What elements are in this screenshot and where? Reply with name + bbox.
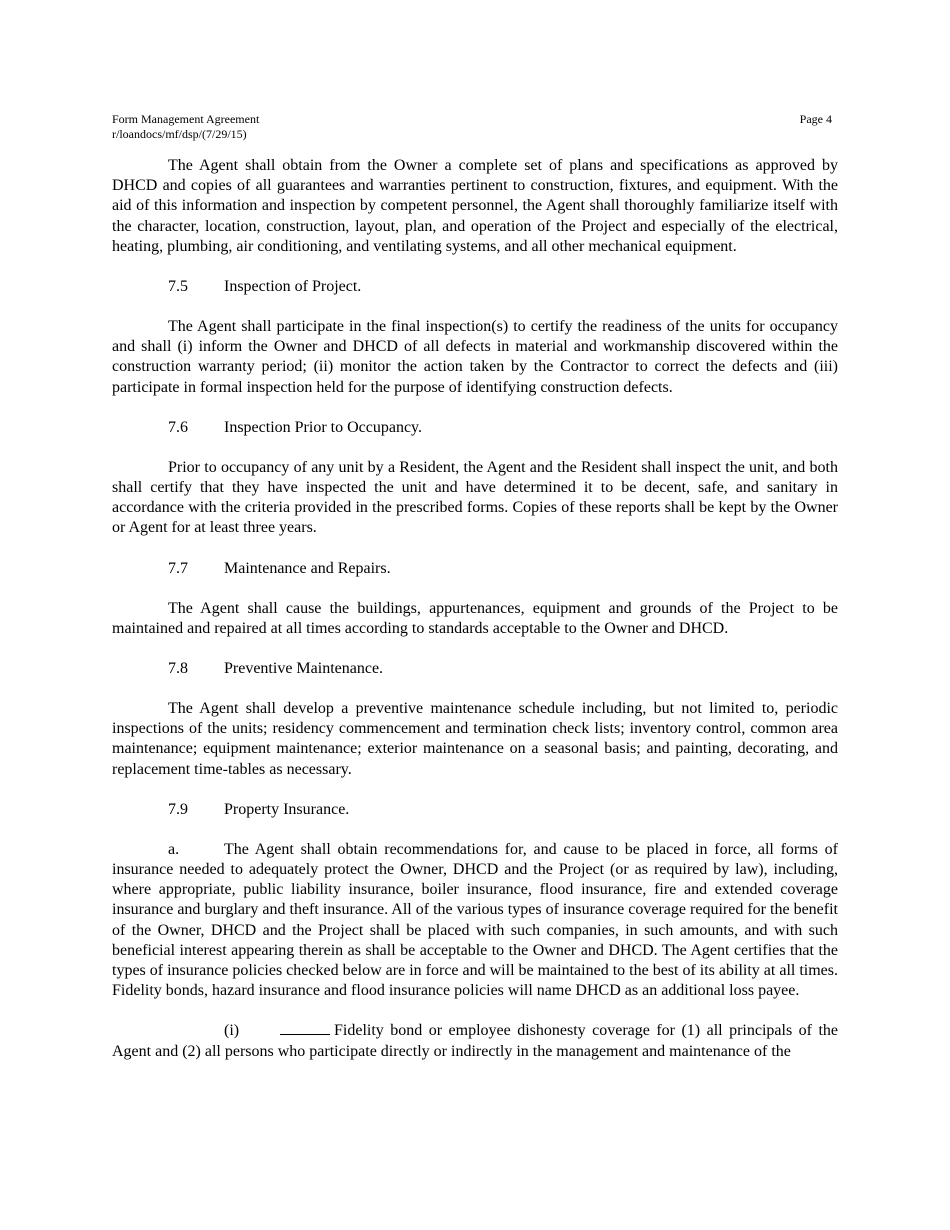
section-title: Inspection Prior to Occupancy. (224, 418, 423, 436)
intro-paragraph: The Agent shall obtain from the Owner a complete set of plans and specifications as approved by DHCD and copies of all guarantees and warranties pertinent to construction, fixtures, and equipment. With the aid of this information and inspection by competent personnel, the Agent shall thoroughly familiarize itself with the character, location, construction, layout, plan, and operation of the Project and especially of the electrical, heating, plumbing, air conditioning, and ventilating systems, and all other mechanical equipment. (112, 157, 838, 255)
section-number: 7.7 (168, 559, 188, 577)
section-heading-7-8 (112, 659, 838, 679)
section-body-7-6: Prior to occupancy of any unit by a Resident, the Agent and the Resident shall inspect the unit, and both shall certify that they have inspected the unit and have determined it to be decent, safe, and sanitary in accordance with the criteria provided in the prescribed forms. Copies of these reports shall be kept by the Owner or Agent for at least three years. (112, 458, 838, 537)
item-body: Fidelity bond or employee dishonesty coverage for (1) all principals of the Agent and (2) all persons who participate directly or indirectly in the management and maintenance of the (112, 1022, 838, 1060)
section-title: Maintenance and Repairs. (224, 559, 391, 577)
section-title: Inspection of Project. (224, 278, 362, 296)
section-heading-7-5 (112, 277, 838, 297)
checkbox-blank-line[interactable] (280, 1022, 330, 1035)
section-heading-7-9 (112, 800, 838, 820)
subsection-body: The Agent shall obtain recommendations for, and cause to be placed in force, all forms of insurance needed to adequately protect the Owner, DHCD and the Project (or as required by law), including, where appropriate, public liability insurance, boiler insurance, flood insurance, fire and extended coverage insurance and burglary and theft insurance. All of the various types of insurance coverage required for the benefit of the Owner, DHCD and the Project shall be placed with such companies, in such amounts, and with such beneficial interest appearing therein as shall be acceptable to the Owner and DHCD. The Agent certifies that the types of insurance policies checked below are in force and will be maintained to the best of its ability at all times. Fidelity bonds, hazard insurance and flood insurance policies will name DHCD as an additional loss payee. (112, 840, 838, 1000)
section-body-7-5: The Agent shall participate in the final inspection(s) to certify the readiness of the units for occupancy and shall (i) inform the Owner and DHCD of all defects in material and workmanship discovered within the construction warranty period; (ii) monitor the action taken by the Contractor to correct the defects and (iii) participate in formal inspection held for the purpose of identifying construction defects. (112, 318, 838, 396)
section-number: 7.6 (168, 418, 188, 436)
section-number: 7.8 (168, 660, 188, 678)
section-heading-7-6 (112, 418, 838, 438)
section-title: Preventive Maintenance. (224, 660, 384, 678)
item-label: (i) (224, 1022, 240, 1040)
document-page (112, 112, 838, 1062)
section-heading-7-7 (112, 559, 838, 579)
doc-reference: r/loandocs/mf/dsp/(7/29/15) (112, 127, 247, 141)
section-body-7-7: The Agent shall cause the buildings, appurtenances, equipment and grounds of the Project to be maintained and repaired at all times according to standards acceptable to the Owner and DHCD. (112, 599, 838, 637)
subsection-label: a. (168, 840, 180, 858)
page-header (112, 112, 838, 142)
section-body-7-8: The Agent shall develop a preventive maintenance schedule including, but not limited to, periodic inspections of the units; residency commencement and termination check lists; inventory control, common area maintenance; equipment maintenance; exterior maintenance on a seasonal basis; and painting, decorating, and replacement time-tables as necessary. (112, 700, 838, 778)
section-title: Property Insurance. (224, 800, 350, 818)
subsection-a (112, 840, 838, 1002)
item-i (112, 1021, 838, 1061)
section-number: 7.9 (168, 800, 188, 818)
page-number: Page 4 (799, 112, 832, 126)
form-title: Form Management Agreement (112, 112, 260, 126)
header-left (112, 112, 259, 142)
section-number: 7.5 (168, 278, 188, 296)
